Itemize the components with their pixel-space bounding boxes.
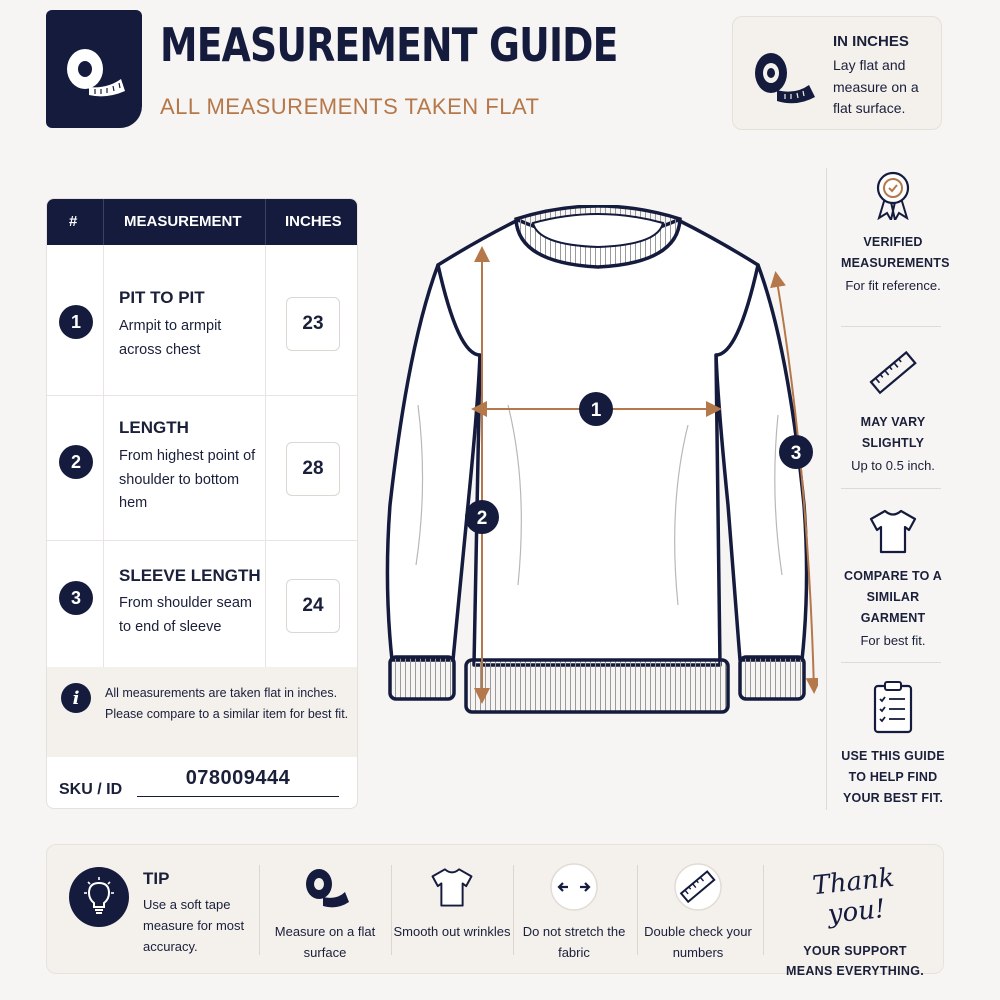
tshirt-icon — [841, 508, 945, 554]
tip-item-label: Double check your numbers — [644, 924, 752, 960]
features-column — [826, 168, 956, 810]
row-description: From highest point of shoulder to bottom hem — [119, 448, 256, 511]
svg-text:2: 2 — [476, 508, 488, 529]
info-note-text: All measurements are taken flat in inches. Please compare to a similar item for best fit. — [105, 686, 349, 721]
marker-1 — [579, 392, 613, 426]
tip-item-smooth — [393, 863, 511, 942]
inches-card-title: IN INCHES — [833, 33, 909, 50]
tape-measure-icon — [59, 39, 129, 99]
row-description: Armpit to armpit across chest — [119, 318, 222, 358]
left-cuff — [390, 657, 454, 699]
feature-use-guide — [841, 680, 945, 809]
table-header — [47, 199, 357, 245]
thank-you-message: YOUR SUPPORT MEANS EVERYTHING. — [786, 944, 924, 978]
thank-you-block — [785, 862, 925, 981]
tip-item-label: Do not stretch the fabric — [522, 924, 626, 960]
marker-2 — [465, 500, 499, 534]
clipboard-checklist-icon — [841, 680, 945, 734]
row-value: 23 — [286, 297, 340, 351]
row-number-badge: 3 — [59, 581, 93, 615]
feature-sub: For best fit. — [860, 633, 926, 648]
tip-item-flat-surface — [266, 863, 384, 963]
tip-item-label: Measure on a flat surface — [274, 924, 376, 960]
inches-card-body: Lay flat and measure on a flat surface. — [833, 57, 919, 116]
sweater-outline — [387, 220, 806, 665]
feature-verified — [841, 170, 950, 296]
bottom-hem — [466, 660, 728, 712]
ruler-icon — [639, 863, 757, 911]
feature-may-vary — [841, 348, 945, 476]
rosette-badge-icon — [841, 170, 945, 220]
info-note — [47, 667, 357, 757]
tape-measure-icon — [266, 863, 384, 911]
sku-label: SKU / ID — [59, 781, 123, 798]
sku-value: 078009444 — [137, 767, 339, 797]
tape-measure-icon — [745, 43, 823, 118]
tip-title: TIP — [143, 869, 170, 888]
ruler-icon — [841, 348, 945, 400]
feature-title: COMPARE TO A SIMILAR GARMENT — [843, 569, 942, 625]
row-value: 28 — [286, 442, 340, 496]
feature-compare — [841, 508, 945, 651]
row-number-badge: 2 — [59, 445, 93, 479]
inches-info-card — [732, 16, 942, 130]
feature-title: USE THIS GUIDE TO HELP FIND YOUR BEST FIT. — [841, 749, 945, 805]
svg-text:1: 1 — [590, 400, 602, 421]
page-title: MEASUREMENT GUIDE — [160, 18, 618, 72]
feature-title: VERIFIED MEASUREMENTS — [841, 235, 950, 270]
tip-body: Use a soft tape measure for most accuracy. — [143, 897, 245, 954]
tip-item-double-check — [639, 863, 757, 963]
feature-sub: Up to 0.5 inch. — [851, 458, 935, 473]
tshirt-icon — [393, 863, 511, 911]
info-icon: i — [61, 683, 91, 713]
tip-item-label: Smooth out wrinkles — [393, 924, 511, 939]
measurement-table — [46, 198, 358, 809]
logo-badge — [46, 10, 142, 128]
right-cuff — [740, 657, 804, 699]
lightbulb-icon — [69, 867, 129, 927]
tips-bar — [46, 844, 944, 978]
row-title: SLEEVE LENGTH — [119, 566, 261, 585]
page-subtitle: ALL MEASUREMENTS TAKEN FLAT — [160, 94, 540, 119]
arrows-left-right-icon — [515, 863, 633, 911]
svg-text:3: 3 — [790, 443, 802, 464]
tip-item-no-stretch — [515, 863, 633, 963]
sweater-diagram — [378, 205, 818, 725]
row-value: 24 — [286, 579, 340, 633]
row-description: From shoulder seam to end of sleeve — [119, 595, 252, 635]
row-title: PIT TO PIT — [119, 288, 205, 307]
thank-you-script: Thank you! — [811, 862, 896, 930]
feature-sub: For fit reference. — [845, 278, 941, 293]
row-title: LENGTH — [119, 418, 189, 437]
row-number-badge: 1 — [59, 305, 93, 339]
column-header-measurement: MEASUREMENT — [124, 213, 242, 230]
column-header-num: # — [69, 213, 78, 230]
marker-3 — [779, 435, 813, 469]
feature-title: MAY VARY SLIGHTLY — [860, 415, 926, 450]
column-header-inches: INCHES — [285, 213, 342, 230]
